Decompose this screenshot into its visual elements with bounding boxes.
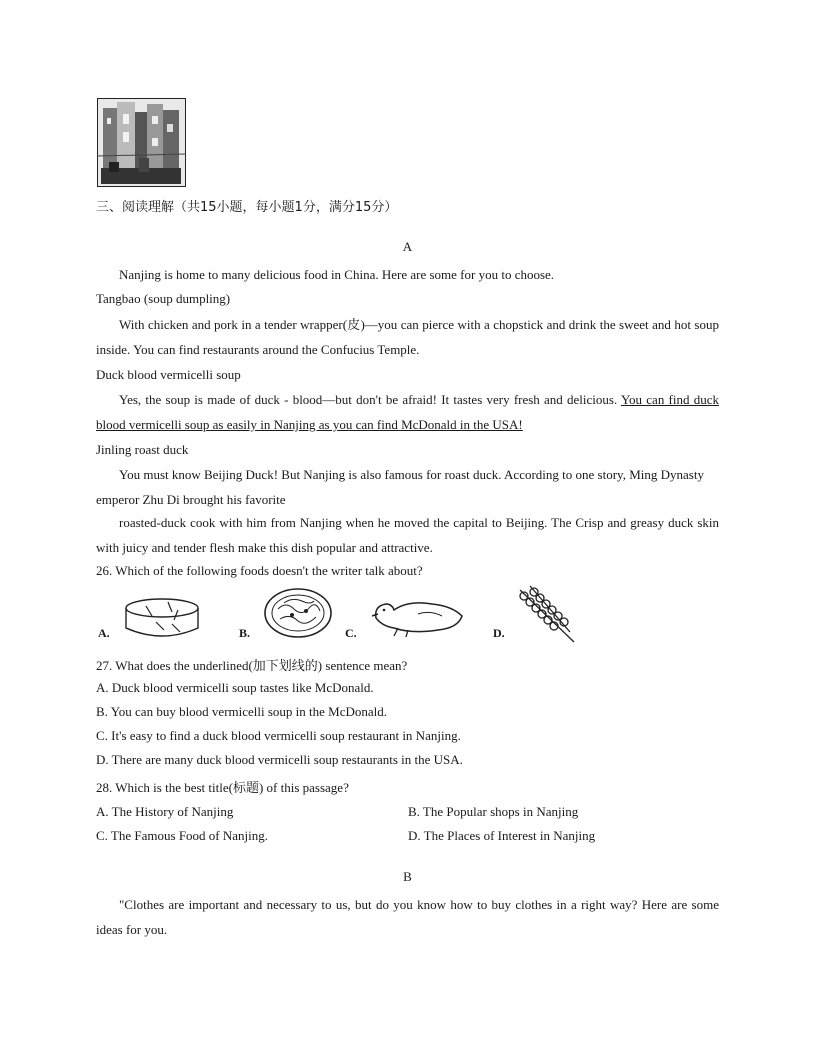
passage-a-intro: Nanjing is home to many delicious food in China. Here are some for you to choose. [119,267,555,282]
q28-option-a[interactable]: A. The History of Nanjing [96,804,234,819]
duck-soup-title: Duck blood vermicelli soup [96,367,241,382]
duck-soup-text [96,387,719,437]
q28-option-b[interactable]: B. The Popular shops in Nanjing [408,804,579,819]
building-photo [97,98,186,187]
question-27: 27. What does the underlined(加下划线的) sentence mean? [96,658,408,673]
roast-duck-text-1: You must know Beijing Duck! But Nanjing is also famous for roast duck. According to one story, Ming Dynasty emperor Zhu Di brought his favorite [96,467,704,507]
tangbao-text: With chicken and pork in a tender wrapper(皮)—you can pierce with a chopstick and drink the sweet and hot soup inside. You can find restaurants around the Confucius Temple. [96,317,719,357]
q26-option-b-label: B. [239,626,251,640]
q28-option-c[interactable]: C. The Famous Food of Nanjing. [96,828,269,843]
section-title: 三、阅读理解（共15小题，每小题1分，满分15分） [96,200,398,215]
q28-option-d[interactable]: D. The Places of Interest in Nanjing [408,828,596,843]
q27-option-c[interactable]: C. It's easy to find a duck blood vermicelli soup restaurant in Nanjing. [96,728,461,743]
roast-duck-text-2: roasted-duck cook with him from Nanjing when he moved the capital to Beijing. The Crisp and greasy duck skin with juicy and tender flesh make this dish popular and attractive. [96,515,719,555]
q26-option-d-label: D. [493,626,505,640]
passage-a-label: A [402,239,413,254]
q26-option-a-label: A. [98,626,110,640]
skewer-icon [514,584,580,644]
roast-duck-icon [368,594,468,638]
underlined-sentence: You can find duck blood vermicelli soup as easily in Nanjing as you can find McDonald in the USA! [96,392,719,432]
passage-b-intro: "Clothes are important and necessary to us, but do you know how to buy clothes in a right way? Here are some ideas for you. [96,897,719,937]
roast-duck-title: Jinling roast duck [96,442,189,457]
soup-bowl-icon [262,587,334,643]
q27-option-a[interactable]: A. Duck blood vermicelli soup tastes like McDonald. [96,680,374,695]
tangbao-title: Tangbao (soup dumpling) [96,291,231,306]
steamed-bun-icon [116,594,202,642]
duck-soup-text-plain: Yes, the soup is made of duck - blood—but don't be afraid! It tastes very fresh and delicious. [119,392,621,407]
question-28: 28. Which is the best title(标题) of this passage? [96,780,349,795]
q27-option-d[interactable]: D. There are many duck blood vermicelli soup restaurants in the USA. [96,752,463,767]
question-26: 26. Which of the following foods doesn't the writer talk about? [96,563,423,578]
q26-option-c-label: C. [345,626,357,640]
passage-b-label: B [403,869,412,884]
q27-option-b[interactable]: B. You can buy blood vermicelli soup in the McDonald. [96,704,388,719]
